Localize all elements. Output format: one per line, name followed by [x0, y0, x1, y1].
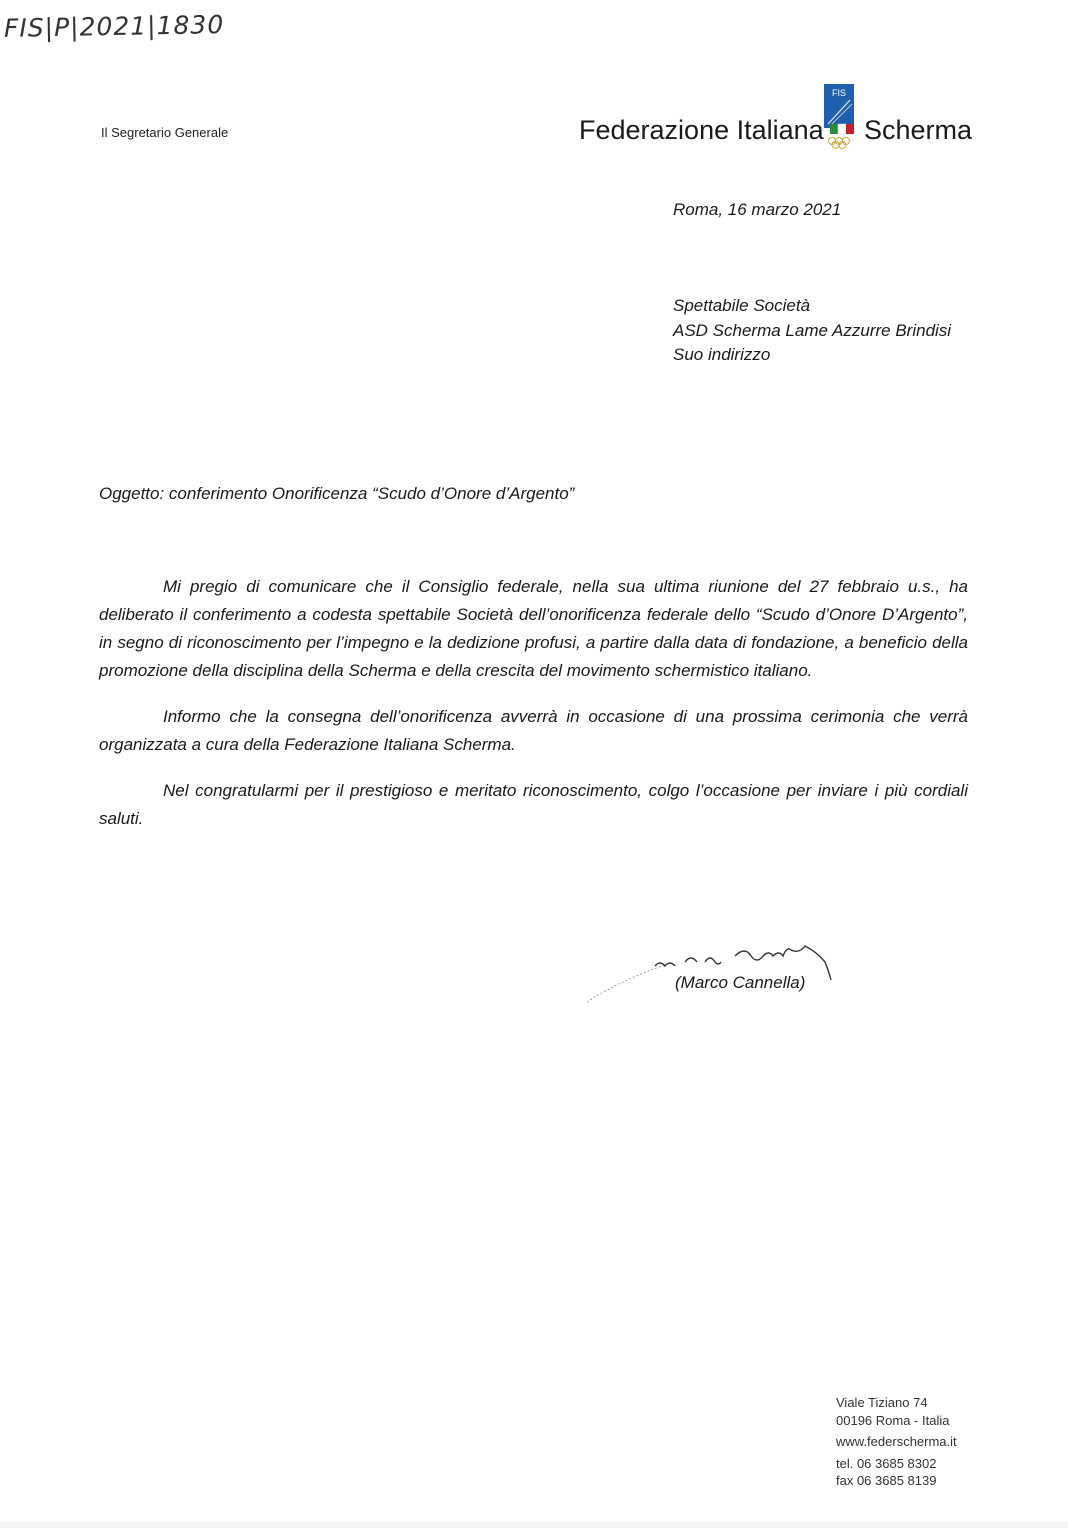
- federation-logo: [579, 84, 973, 156]
- footer-website[interactable]: www.federscherma.it: [836, 1434, 957, 1449]
- protocol-number: FIS|P|2021|1830: [3, 10, 225, 43]
- letter-body: [99, 573, 968, 851]
- recipient-line: Spettabile Società: [673, 296, 811, 315]
- emblem-text: FIS: [831, 88, 847, 98]
- letter-date: Roma, 16 marzo 2021: [673, 200, 842, 219]
- letter-subject: Oggetto: conferimento Onorificenza “Scudo d’Onore d’Argento”: [99, 484, 575, 503]
- footer-fax: fax 06 3685 8139: [836, 1473, 937, 1488]
- body-paragraph: Mi pregio di comunicare che il Consiglio federale, nella sua ultima riunione del 27 febbraio u.s., ha deliberato il conferimento a codesta spettabile Società dell’onorificenza federale dello “Scudo d’Onore D’Argento”, in segno di riconoscimento per l’impegno e la dedizione profusi, a partire dalla data di fondazione, a beneficio della promozione della disciplina della Scherma e della crescita del movimento schermistico italiano.: [99, 577, 968, 680]
- sender-title: Il Segretario Generale: [101, 125, 229, 140]
- recipient-line: ASD Scherma Lame Azzurre Brindisi: [673, 320, 952, 340]
- logo-text-left: Federazione Italiana: [579, 115, 824, 145]
- recipient-line: Suo indirizzo: [673, 345, 771, 364]
- footer-contact: [836, 1394, 957, 1490]
- signatory-name: (Marco Cannella): [675, 973, 806, 992]
- fis-emblem-icon: [822, 84, 858, 154]
- body-paragraph: Informo che la consegna dell’onorificenza avverrà in occasione di una prossima cerimonia che verrà organizzata a cura della Federazione Italiana Scherma.: [99, 707, 968, 754]
- body-paragraph: Nel congratularmi per il prestigioso e meritato riconoscimento, colgo l’occasione per inviare i più cordiali saluti.: [99, 781, 968, 828]
- page-bottom-edge: [0, 1522, 1068, 1528]
- recipient-block: [673, 294, 951, 368]
- footer-tel: tel. 06 3685 8302: [836, 1455, 937, 1471]
- footer-street: Viale Tiziano 74: [836, 1395, 928, 1410]
- footer-city: 00196 Roma - Italia: [836, 1412, 950, 1428]
- logo-text-right: Scherma: [864, 115, 973, 145]
